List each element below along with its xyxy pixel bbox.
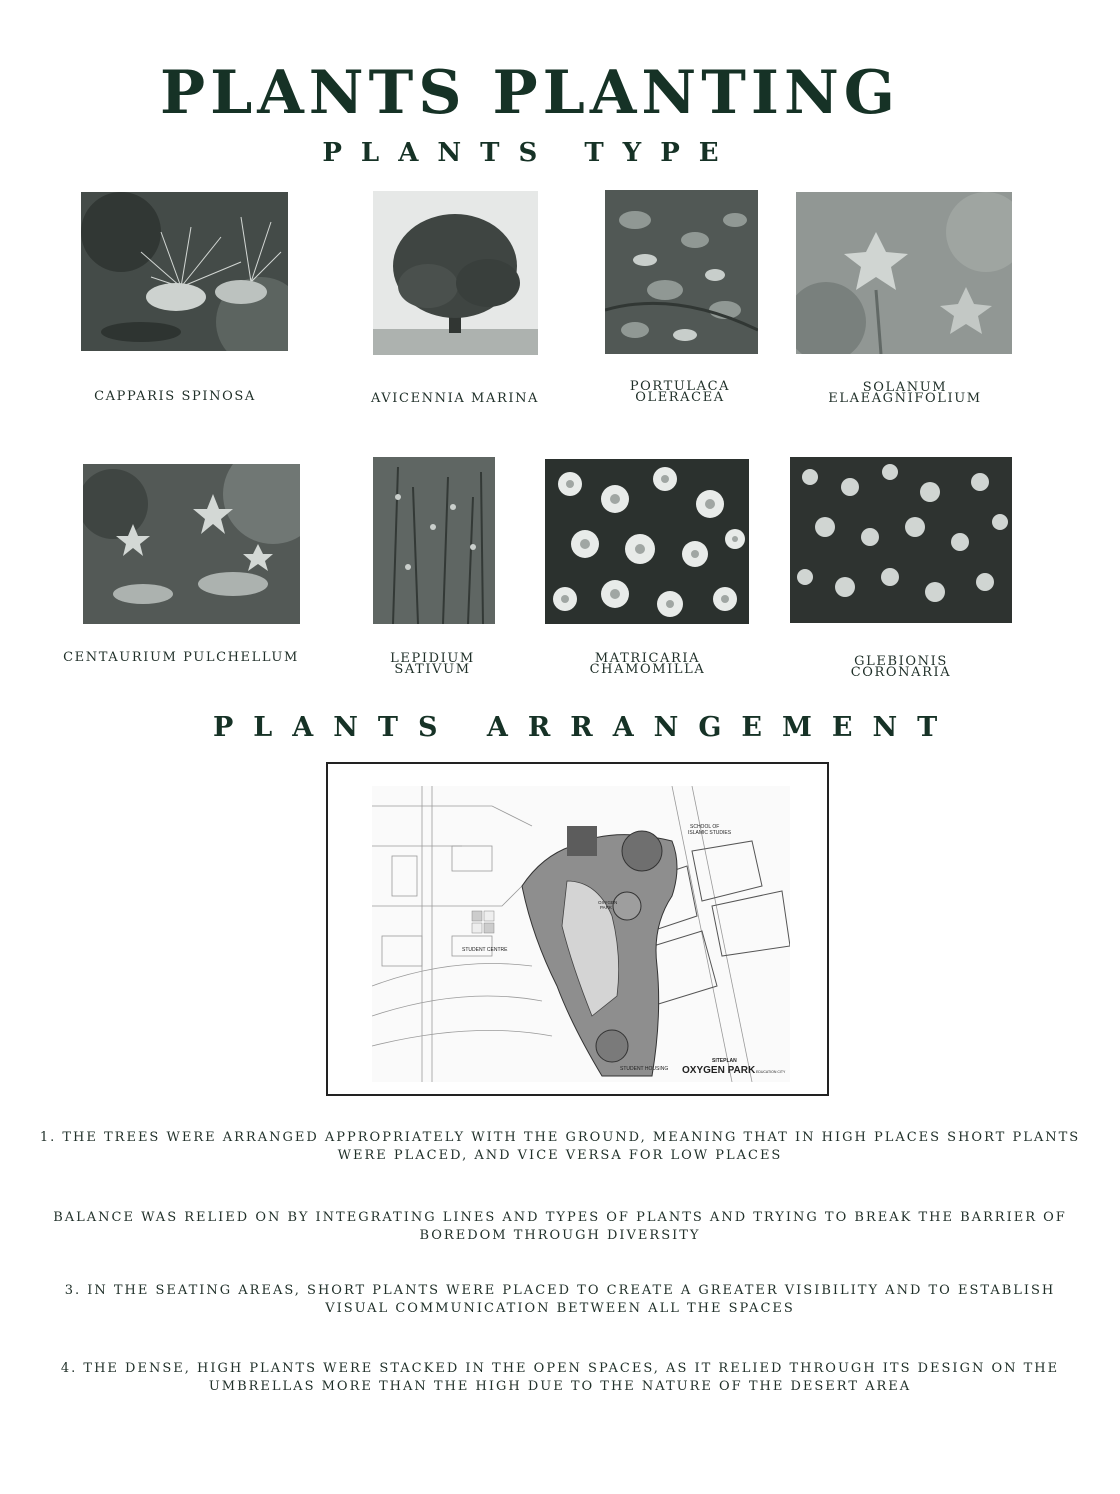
photo-matricaria-chamomilla: [545, 459, 749, 624]
plant-label: CAPPARIS SPINOSA: [94, 389, 256, 404]
siteplan-drawing: [372, 786, 790, 1082]
photo-capparis-spinosa: [81, 192, 288, 351]
photo-lepidium-sativum: [373, 457, 495, 624]
section-heading-plants-type: PLANTS TYPE: [322, 138, 738, 168]
siteplan-label-park: OXYGEN PARK: [598, 900, 618, 910]
note-3: 3. IN THE SEATING AREAS, SHORT PLANTS WERE PLACED TO CREATE A GREATER VISIBILITY AND TO ESTABLISH VISUAL COMMUNICATION BETWEEN ALL THE SPACES: [64, 1283, 1056, 1316]
section-heading-arrangement: PLANTS ARRANGEMENT: [213, 712, 958, 743]
siteplan-figure: [326, 762, 829, 1096]
siteplan-label-school: SCHOOL OF ISLAMIC STUDIES: [688, 824, 732, 836]
note-1: 1. THE TREES WERE ARRANGED APPROPRIATELY WITH THE GROUND, MEANING THAT IN HIGH PLACES SHORT PLANTS WERE PLACED, AND VICE VERSA FOR LOW PLACES: [39, 1130, 1081, 1163]
note-2: BALANCE WAS RELIED ON BY INTEGRATING LINES AND TYPES OF PLANTS AND TRYING TO BREAK THE BARRIER OF BOREDOM THROUGH DIVERSITY: [53, 1210, 1067, 1243]
siteplan-title: OXYGEN PARK: [682, 1065, 756, 1076]
plant-label: CENTAURIUM PULCHELLUM: [63, 650, 299, 665]
plant-label: LEPIDIUM SATIVUM: [390, 651, 475, 677]
photo-solanum-elaeagnifolium: [796, 192, 1012, 354]
plant-label: PORTULACA OLERACEA: [629, 379, 731, 405]
plant-label: AVICENNIA MARINA: [370, 391, 540, 406]
photo-avicennia-marina: [373, 191, 538, 355]
plant-label: MATRICARIA CHAMOMILLA: [589, 651, 706, 677]
note-4: 4. THE DENSE, HIGH PLANTS WERE STACKED IN THE OPEN SPACES, AS IT RELIED THROUGH ITS DESIGN ON THE UMBRELLAS MORE THAN THE HIGH DUE TO THE NATURE OF THE DESERT AREA: [60, 1361, 1060, 1394]
siteplan-label-student-housing: STUDENT HOUSING: [620, 1066, 669, 1072]
siteplan-label-siteplan: SITEPLAN: [712, 1058, 737, 1064]
photo-portulaca-oleracea: [605, 190, 758, 354]
siteplan-title-suffix: EDUCATION CITY: [756, 1070, 786, 1074]
page-title: PLANTS PLANTING: [159, 58, 901, 128]
plant-label: GLEBIONIS CORONARIA: [850, 654, 952, 680]
photo-glebionis-coronaria: [790, 457, 1012, 623]
plant-label: SOLANUM ELAEAGNIFOLIUM: [828, 380, 982, 406]
photo-centaurium-pulchellum: [83, 464, 300, 624]
siteplan-label-student-centre: STUDENT CENTRE: [462, 947, 508, 953]
